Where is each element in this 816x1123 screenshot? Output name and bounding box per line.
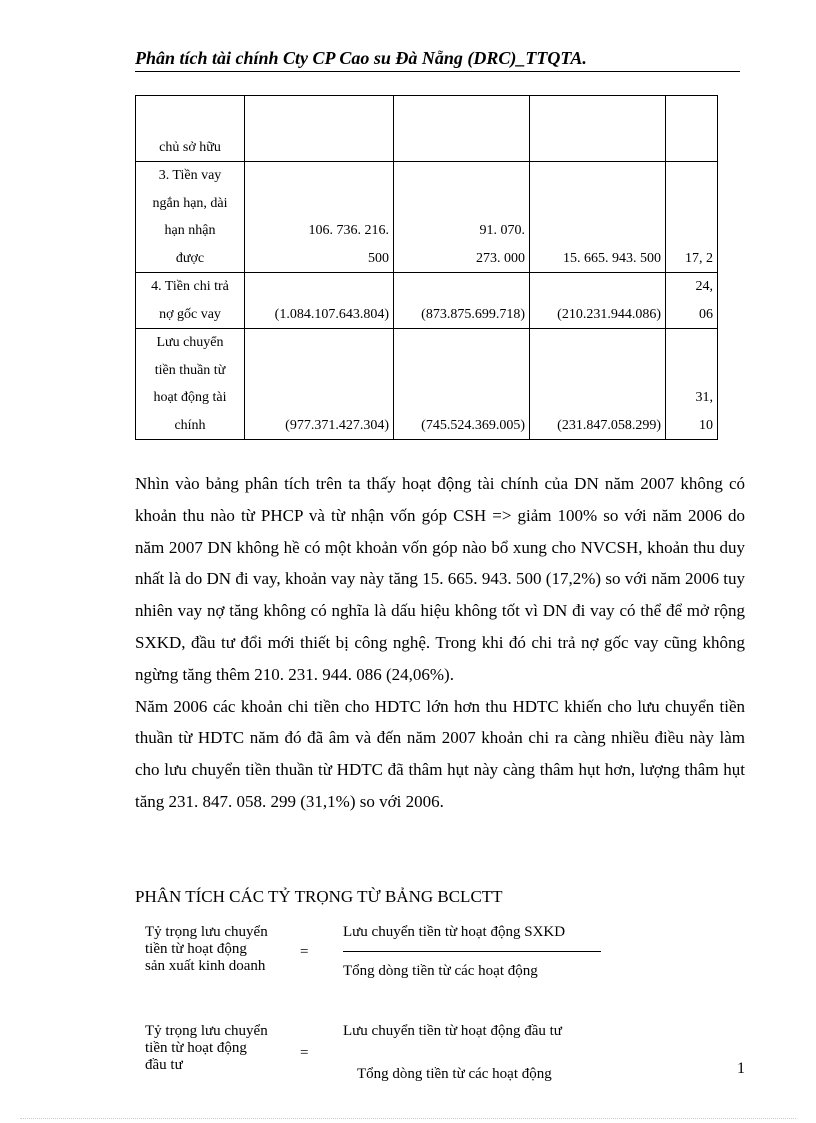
value-line: 500	[368, 250, 389, 266]
formula-2-denominator: Tổng dòng tiền từ các hoạt động	[357, 1066, 552, 1082]
page-number: 1	[737, 1060, 745, 1077]
label-line: Lưu chuyển	[156, 335, 224, 350]
paragraph: Nhìn vào bảng phân tích trên ta thấy hoạt động tài chính của DN năm 2007 không có khoản thu nào từ PHCP và từ nhận vốn góp CSH => giảm 100% so với năm 2006 do năm 2007 DN không hề có một khoản vốn góp nào bổ xung cho NVCSH, khoản thu duy nhất là do DN đi vay, khoản vay này tăng 15. 665. 943. 500 (17,2%) so với năm 2006 tuy nhiên vay nợ tăng không có nghĩa là dấu hiệu không tốt vì DN đi vay có thể để mở rộng SXKD, đầu tư đổi mới thiết bị công nghệ. Trong khi đó chi trả nợ gốc vay cũng không ngừng tăng thêm 210. 231. 944. 086 (24,06%).	[135, 474, 745, 684]
table-cell: (210.231.944.086)	[530, 273, 666, 329]
table-cell	[666, 96, 718, 162]
table-cell	[394, 96, 530, 162]
label-line: tiền thuần từ	[154, 362, 226, 378]
formula-label-line: đầu tư	[145, 1057, 183, 1073]
table-cell	[666, 273, 718, 329]
body-text	[135, 468, 745, 818]
label-line: được	[175, 250, 205, 266]
table-cell-label	[136, 329, 245, 440]
formula-1-equals: =	[300, 944, 309, 960]
label-line: ngắn hạn, dài	[152, 195, 228, 211]
table-cell	[245, 96, 394, 162]
table-cell: (873.875.699.718)	[394, 273, 530, 329]
table-cell: 15. 665. 943. 500	[530, 162, 666, 273]
formula-2-numerator: Lưu chuyển tiền từ hoạt động đầu tư	[343, 1023, 562, 1039]
value-line: 91. 070.	[479, 223, 525, 238]
formula-1-left	[145, 924, 268, 975]
value-line: 06	[699, 306, 713, 322]
paragraph: Năm 2006 các khoản chi tiền cho HDTC lớn hơn thu HDTC khiến cho lưu chuyển tiền thuần từ HDTC năm đó đã âm và đến năm 2007 khoản chi ra càng nhiều điều này làm cho lưu chuyển tiền thuần từ HDTC đã thâm hụt này càng thâm hụt hơn, lượng thâm hụt tăng 231. 847. 058. 299 (31,1%) so với 2006.	[135, 696, 745, 811]
table-cell	[666, 329, 718, 440]
table-cell: (231.847.058.299)	[530, 329, 666, 440]
table-cell: (977.371.427.304)	[245, 329, 394, 440]
table-cell: 17, 2	[666, 162, 718, 273]
table-row	[136, 96, 718, 162]
formula-2-equals: =	[300, 1045, 309, 1061]
formula-label-line: Tỷ trọng lưu chuyển	[145, 1023, 268, 1039]
section-title: PHÂN TÍCH CÁC TỶ TRỌNG TỪ BẢNG BCLCTT	[135, 887, 503, 906]
value-line: 31,	[695, 390, 713, 405]
page-header: Phân tích tài chính Cty CP Cao su Đà Nẵng (DRC)_TTQTA.	[135, 48, 740, 72]
table-cell: (1.084.107.643.804)	[245, 273, 394, 329]
label-line: hạn nhận	[164, 223, 216, 238]
label-line: 4. Tiền chi trả	[151, 279, 229, 294]
fraction-bar	[343, 951, 601, 952]
formula-1-numerator: Lưu chuyển tiền từ hoạt động SXKD	[343, 924, 566, 940]
table-row	[136, 162, 718, 273]
table-cell: (745.524.369.005)	[394, 329, 530, 440]
formula-label-line: tiền từ hoạt động	[145, 1040, 247, 1056]
table-cell-label	[136, 96, 245, 162]
label-line: 3. Tiền vay	[158, 168, 222, 183]
label-line: chính	[174, 417, 206, 433]
formula-label-line: sản xuất kinh doanh	[145, 958, 266, 974]
table-cell	[530, 96, 666, 162]
financial-table	[135, 95, 718, 440]
value-line: 273. 000	[476, 250, 525, 266]
formula-label-line: Tỷ trọng lưu chuyển	[145, 924, 268, 940]
label-line: hoạt động tài	[153, 390, 227, 405]
table-row	[136, 273, 718, 329]
table-cell	[394, 162, 530, 273]
footer-divider	[20, 1118, 796, 1119]
formula-label-line: tiền từ hoạt động	[145, 941, 247, 957]
formula-1-denominator: Tổng dòng tiền từ các hoạt động	[343, 963, 538, 979]
label-line: nợ gốc vay	[159, 306, 221, 322]
table-cell	[245, 162, 394, 273]
value-line: 106. 736. 216.	[308, 223, 389, 238]
value-line: 24,	[695, 279, 713, 294]
label-line: chủ sở hữu	[159, 139, 221, 155]
value-line: 10	[699, 417, 713, 433]
table-row	[136, 329, 718, 440]
formula-2-left	[145, 1023, 268, 1074]
table-cell-label	[136, 273, 245, 329]
table-cell-label	[136, 162, 245, 273]
